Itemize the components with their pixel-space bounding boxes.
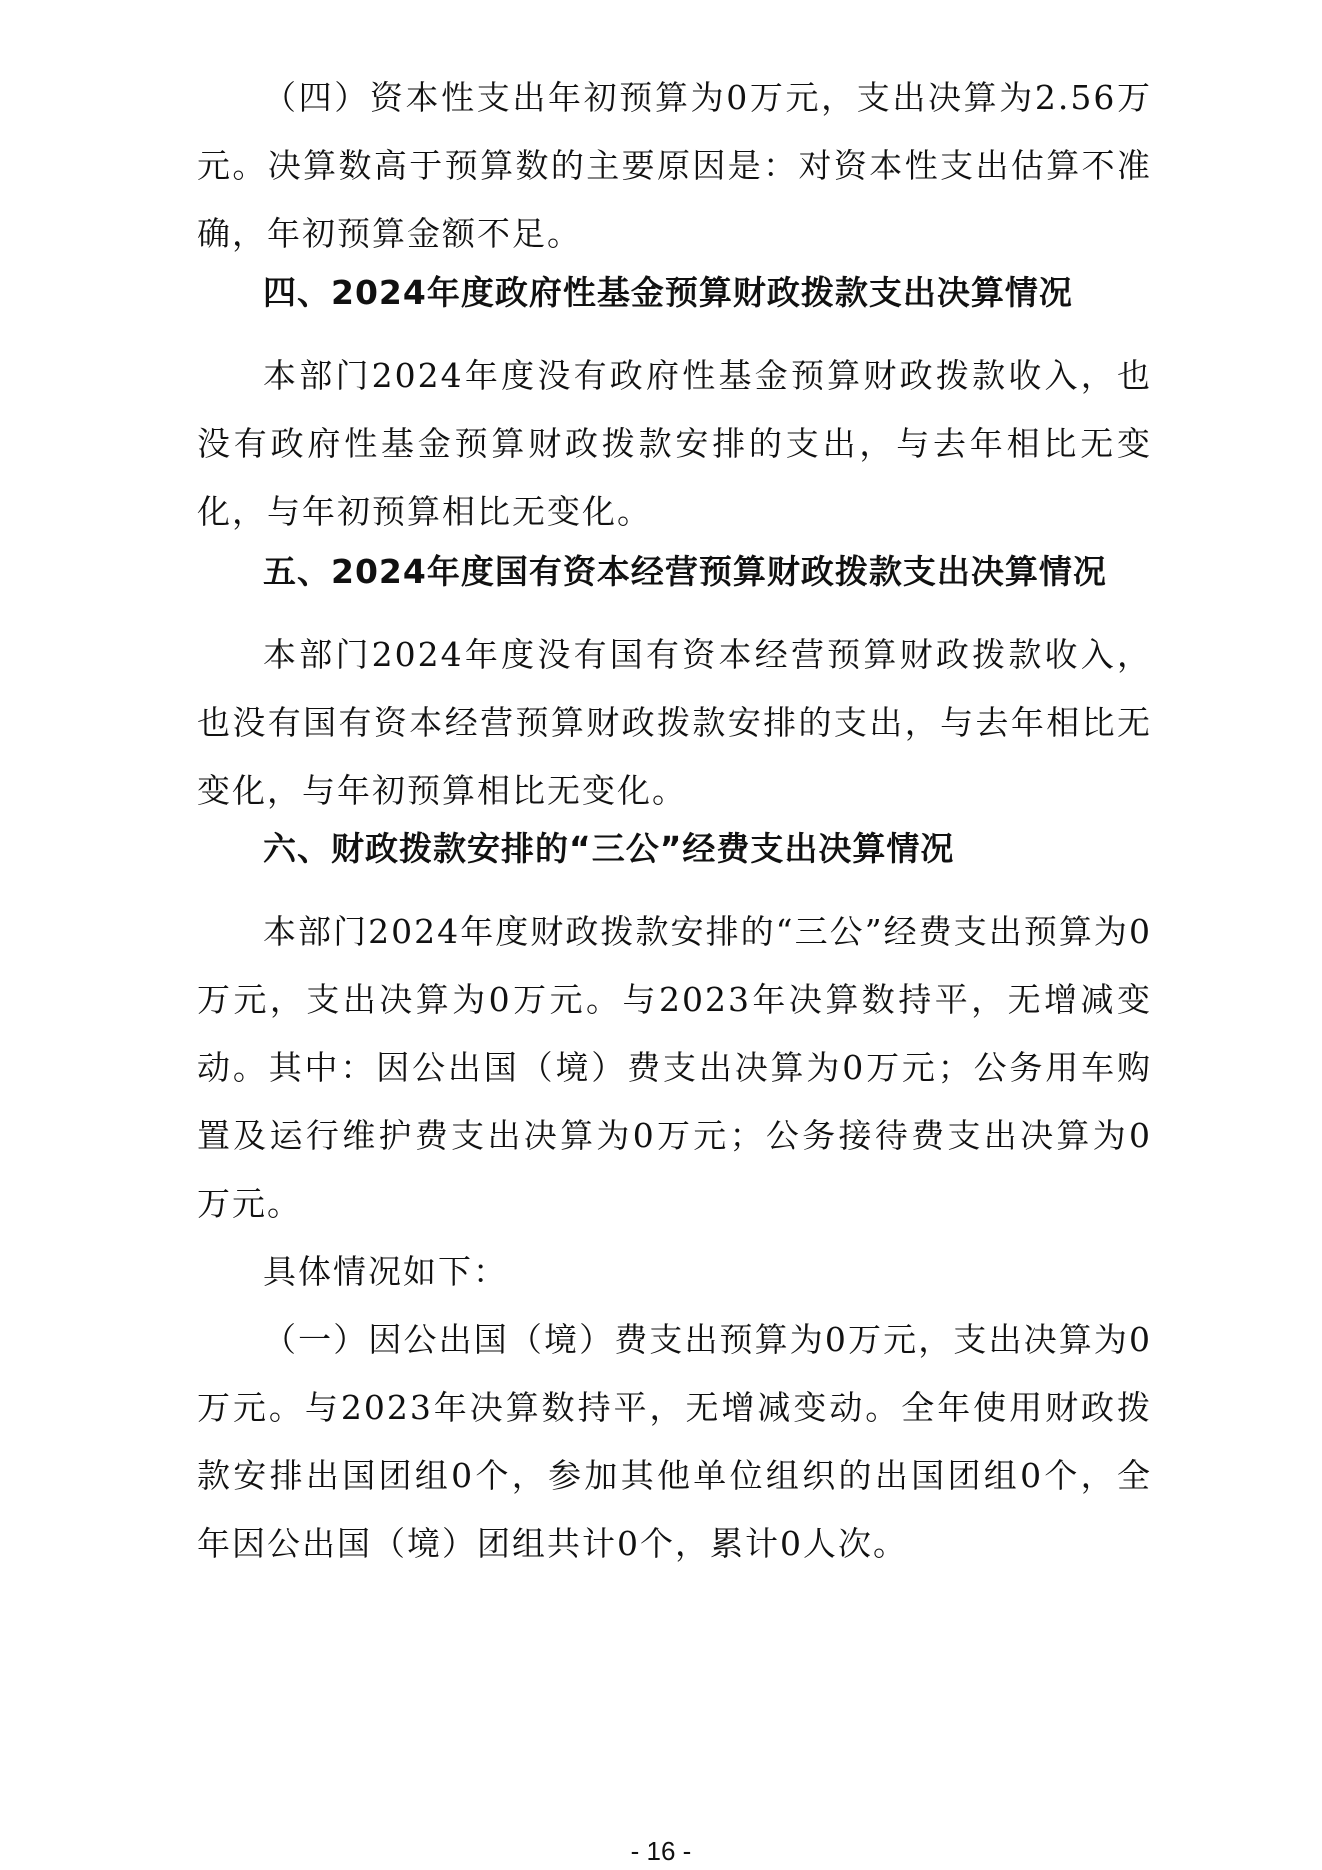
state-capital-heading: 五、2024年度国有资本经营预算财政拨款支出决算情况	[263, 552, 1107, 591]
three-public-heading-block	[197, 824, 1152, 874]
gov-fund-heading: 四、2024年度政府性基金预算财政拨款支出决算情况	[263, 273, 1073, 312]
gov-fund-paragraph: 本部门2024年度没有政府性基金预算财政拨款收入，也没有政府性基金预算财政拨款安排的支出，与去年相比无变化，与年初预算相比无变化。	[197, 356, 1152, 531]
three-public-paragraph: 本部门2024年度财政拨款安排的“三公”经费支出预算为0万元，支出决算为0万元。与2023年决算数持平，无增减变动。其中：因公出国（境）费支出决算为0万元；公务用车购置及运行维护费支出决算为0万元；公务接待费支出决算为0万元。	[197, 912, 1152, 1223]
capital-expenditure-paragraph: （四）资本性支出年初预算为0万元，支出决算为2.56万元。决算数高于预算数的主要原因是：对资本性支出估算不准确，年初预算金额不足。	[197, 78, 1152, 253]
page-number: - 16 -	[630, 1836, 692, 1866]
three-public-section	[197, 898, 1152, 1578]
gov-fund-section	[197, 342, 1152, 546]
gov-fund-heading-block	[197, 268, 1152, 318]
details-intro-paragraph: 具体情况如下：	[263, 1252, 508, 1291]
state-capital-paragraph: 本部门2024年度没有国有资本经营预算财政拨款收入，也没有国有资本经营预算财政拨款安排的支出，与去年相比无变化，与年初预算相比无变化。	[197, 635, 1152, 810]
capital-expenditure-section	[197, 64, 1152, 268]
outbound-travel-paragraph: （一）因公出国（境）费支出预算为0万元，支出决算为0万元。与2023年决算数持平，无增减变动。全年使用财政拨款安排出国团组0个，参加其他单位组织的出国团组0个，全年因公出国（境）团组共计0个，累计0人次。	[197, 1320, 1152, 1563]
state-capital-section	[197, 621, 1152, 825]
state-capital-heading-block	[197, 547, 1152, 597]
three-public-heading: 六、财政拨款安排的“三公”经费支出决算情况	[263, 829, 955, 868]
